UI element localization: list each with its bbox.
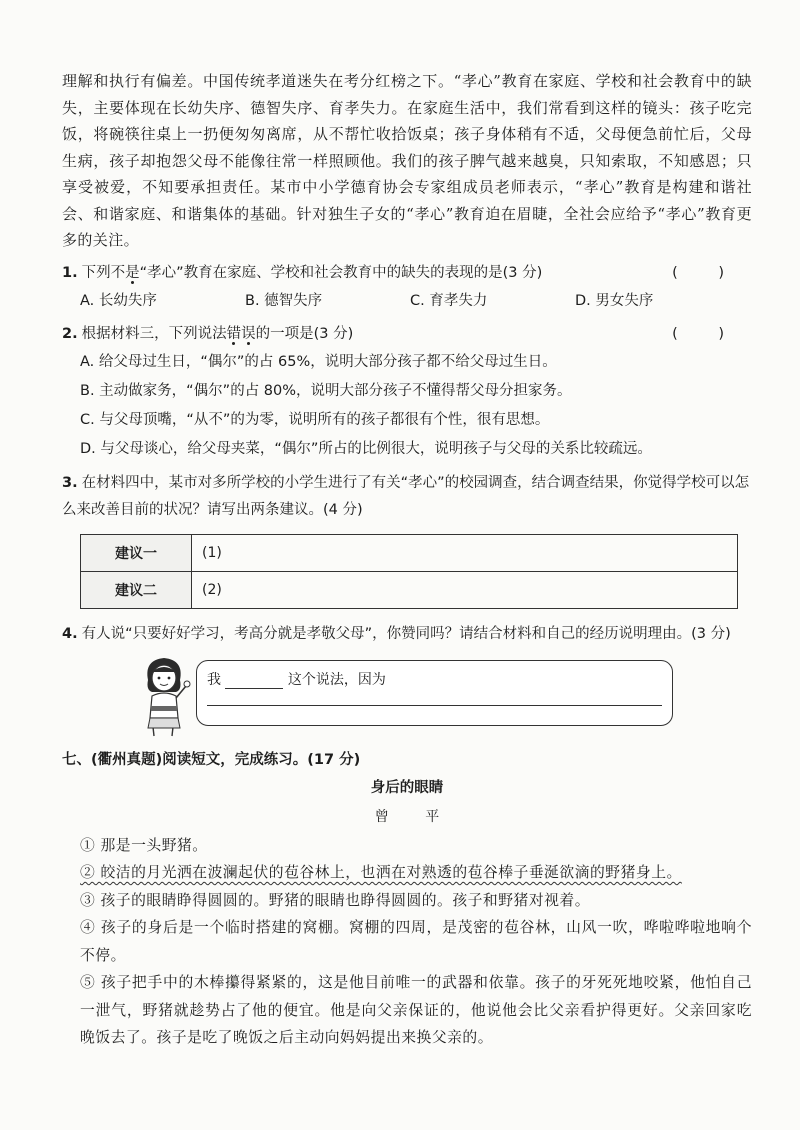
question-1 bbox=[62, 260, 752, 287]
story-title: 身后的眼睛 bbox=[370, 779, 444, 796]
story-paragraph: ④ 孩子的身后是一个临时搭建的窝棚。窝棚的四周，是茂密的苞谷林，山风一吹，哗啦哗啦地响个不停。 bbox=[80, 919, 752, 964]
suggestion-table bbox=[80, 534, 738, 609]
question-stem: 下列不是“孝心”教育在家庭、学校和社会教育中的缺失的表现的是(3 分) bbox=[81, 264, 543, 281]
story-paragraph bbox=[62, 859, 752, 887]
speech-illustration bbox=[62, 652, 752, 742]
option-a[interactable]: A. 给父母过生日，“偶尔”的占 65%，说明大部分孩子都不给父母过生日。 bbox=[80, 353, 557, 370]
emphasis-mark: 误 bbox=[241, 325, 256, 342]
question-number: 4. bbox=[62, 625, 78, 642]
question-stem: 有人说“只要好好学习，考高分就是孝敬父母”，你赞同吗？请结合材料和自己的经历说明理由。(3 分) bbox=[81, 625, 731, 642]
bubble-sentence: 我 这个说法，因为 bbox=[207, 669, 672, 706]
option-b[interactable]: B. 德智失序 bbox=[245, 292, 323, 309]
question-stem: 在材料四中，某市对多所学校的小学生进行了有关“孝心”的校园调查，结合调查结果，你觉得学校可以怎么来改善目前的状况？请写出两条建议。(4 分) bbox=[62, 474, 750, 518]
option-c[interactable]: C. 与父母顶嘴，“从不”的为零，说明所有的孩子都很有个性，很有思想。 bbox=[80, 411, 550, 428]
story-paragraph: ⑤ 孩子把手中的木棒攥得紧紧的，这是他目前唯一的武器和依靠。孩子的牙死死地咬紧，他怕自己一泄气，野猪就趁势占了他的便宜。他是向父亲保证的，他说他会比父亲看护得更好。父亲回家吃晚饭去了。孩子是吃了晚饭之后主动向妈妈提出来换父亲的。 bbox=[80, 974, 752, 1046]
question-number: 3. bbox=[62, 474, 78, 491]
story-paragraph: ③ 孩子的眼睛睁得圆圆的。野猪的眼睛也睁得圆圆的。孩子和野猪对视着。 bbox=[80, 891, 591, 909]
suggestion-answer-field[interactable]: (1) bbox=[192, 534, 738, 571]
section-heading: 七、(衢州真题)阅读短文，完成练习。(17 分) bbox=[62, 751, 361, 768]
option-b[interactable]: B. 主动做家务，“偶尔”的占 80%，说明大部分孩子不懂得帮父母分担家务。 bbox=[80, 382, 572, 399]
page-content bbox=[62, 68, 752, 1052]
emphasis-mark: 错 bbox=[226, 325, 242, 342]
answer-line[interactable] bbox=[207, 705, 662, 706]
question-1-options bbox=[62, 287, 752, 315]
story-paragraph: ① 那是一头野猪。 bbox=[80, 836, 208, 854]
answer-blank[interactable] bbox=[225, 672, 283, 689]
wavy-underlined-text: ② 皎洁的月光洒在波澜起伏的苞谷林上，也洒在对熟透的苞谷棒子垂涎欲滴的野猪身上。 bbox=[80, 864, 682, 881]
girl-illustration-icon bbox=[134, 652, 194, 738]
story-author: 曾 平 bbox=[374, 808, 456, 825]
table-row bbox=[81, 571, 738, 608]
emphasis-mark: 是 bbox=[125, 264, 140, 281]
table-row bbox=[81, 534, 738, 571]
question-3 bbox=[62, 470, 752, 524]
suggestion-label: 建议二 bbox=[81, 571, 192, 608]
question-2 bbox=[62, 321, 752, 348]
question-4 bbox=[62, 621, 752, 648]
suggestion-answer-field[interactable]: (2) bbox=[192, 571, 738, 608]
question-number: 1. bbox=[62, 264, 78, 281]
option-d[interactable]: D. 与父母谈心，给父母夹菜，“偶尔”所占的比例很大，说明孩子与父母的关系比较疏远。 bbox=[80, 440, 652, 457]
question-stem: 根据材料三，下列说法错误的一项是(3 分) bbox=[81, 325, 354, 342]
option-d[interactable]: D. 男女失序 bbox=[575, 292, 654, 309]
option-c[interactable]: C. 育孝失力 bbox=[410, 292, 488, 309]
answer-blank[interactable] bbox=[207, 689, 489, 706]
suggestion-label: 建议一 bbox=[81, 534, 192, 571]
option-a[interactable]: A. 长幼失序 bbox=[80, 292, 157, 309]
material-three-text: 理解和执行有偏差。中国传统孝道迷失在考分红榜之下。“孝心”教育在家庭、学校和社会教育中的缺失，主要体现在长幼失序、德智失序、育孝失力。在家庭生活中，我们常看到这样的镜头：孩子吃完饭，将碗筷往桌上一扔便匆匆离席，从不帮忙收拾饭桌；孩子身体稍有不适，父母便急前忙后，父母生病，孩子却抱怨父母不能像往常一样照顾他。我们的孩子脾气越来越臭，只知索取，不知感恩；只享受被爱，不知要承担责任。某市中小学德育协会专家组成员老师表示，“孝心”教育是构建和谐社会、和谐家庭、和谐集体的基础。针对独生子女的“孝心”教育迫在眉睫，全社会应给予“孝心”教育更多的关注。 bbox=[62, 72, 752, 249]
speech-bubble bbox=[196, 660, 673, 726]
answer-bracket[interactable]: ( ) bbox=[672, 264, 742, 281]
answer-bracket[interactable]: ( ) bbox=[672, 325, 742, 342]
question-number: 2. bbox=[62, 325, 78, 342]
